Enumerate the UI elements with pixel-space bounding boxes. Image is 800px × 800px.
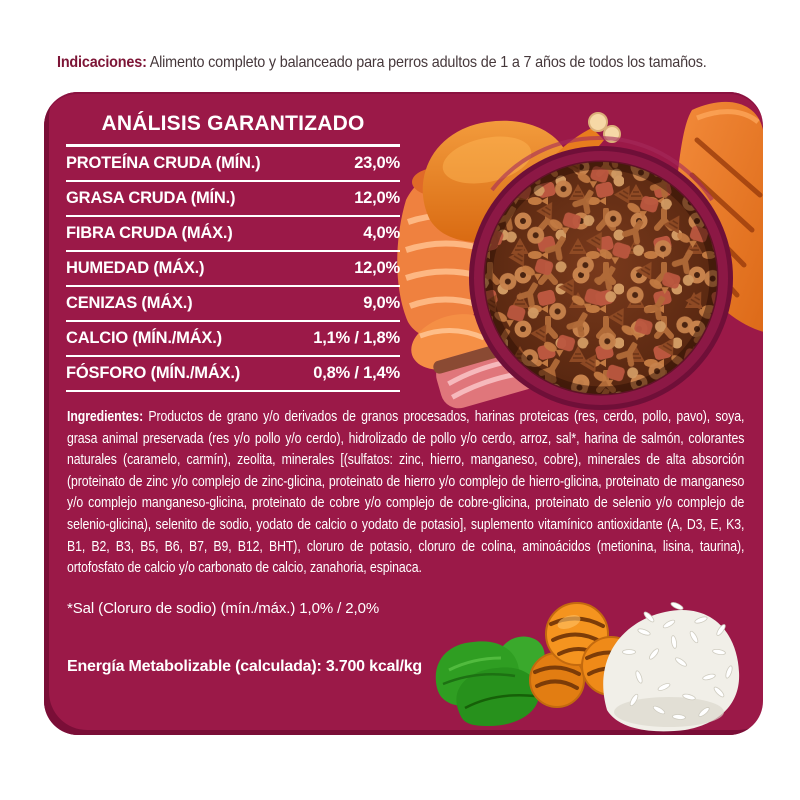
rice-illustration — [603, 601, 739, 731]
vegetables-photo — [429, 592, 759, 735]
ingredients-paragraph — [67, 406, 744, 579]
indications-text: Alimento completo y balanceado para perros adultos de 1 a 7 años de todos los tamaños. — [146, 54, 707, 71]
indications-label: Indicaciones: — [57, 54, 147, 71]
analysis-row-grasa — [66, 182, 400, 217]
guaranteed-analysis-table — [66, 112, 400, 392]
row-value: 0,8% / 1,4% — [313, 364, 400, 382]
energy-line: Energía Metabolizable (calculada): 3.700 kcal/kg — [67, 658, 422, 675]
kibble-bowl-photo — [392, 100, 763, 435]
row-label: CENIZAS (MÁX.) — [66, 294, 193, 312]
guaranteed-analysis-card — [44, 92, 763, 735]
analysis-row-fosforo — [66, 357, 400, 392]
row-value: 23,0% — [354, 154, 400, 172]
analysis-row-cenizas — [66, 287, 400, 322]
row-label: FÓSFORO (MÍN./MÁX.) — [66, 364, 241, 382]
row-value: 12,0% — [354, 259, 400, 277]
spinach-illustration — [436, 637, 545, 726]
row-value: 4,0% — [363, 224, 400, 242]
row-label: HUMEDAD (MÁX.) — [66, 259, 205, 277]
analysis-row-proteina — [66, 147, 400, 182]
ingredients-label: Ingredientes: — [67, 408, 144, 425]
salt-note: *Sal (Cloruro de sodio) (mín./máx.) 1,0% / 2,0% — [67, 600, 380, 617]
row-value: 9,0% — [363, 294, 400, 312]
analysis-row-fibra — [66, 217, 400, 252]
row-value: 1,1% / 1,8% — [313, 329, 400, 347]
analysis-title: ANÁLISIS GARANTIZADO — [66, 112, 400, 147]
ingredients-text: Productos de grano y/o derivados de granos procesados, harinas proteicas (res, cerdo, pollo, pavo), soya, grasa animal preservada (res y/o pollo y/o cerdo), hidrolizado de pollo y/o cerdo, arroz, sal*, harina de salmón, colorantes naturales (caramelo, carmín), zeolita, minerales [(sulfatos: zinc, hierro, manganeso, cobre), minerales de alta absorción (proteinato de zinc y/o complejo de zinc-glicina, proteinato de hierro y/o complejo de hierro-glicina, proteinato de manganeso y/o complejo manganeso-glicina, proteinato de cobre y/o complejo de cobre-glicina, proteinato de selenio y/o complejo de selenio-glicina), selenito de sodio, yodato de calcio o yodato de potasio], suplemento vitamínico antioxidante (A, D3, E, K3, B1, B2, B3, B5, B6, B7, B9, B12, BHT), cloruro de potasio, cloruro de colina, aminoácidos (metionina, lisina, taurina), ortofosfato de calcio y/o carbonato de calcio, zanahoria, espinaca. — [67, 408, 745, 577]
indications-line — [57, 54, 757, 72]
row-label: FIBRA CRUDA (MÁX.) — [66, 224, 233, 242]
row-label: PROTEÍNA CRUDA (MÍN.) — [66, 154, 261, 172]
analysis-row-humedad — [66, 252, 400, 287]
row-label: CALCIO (MÍN./MÁX.) — [66, 329, 222, 347]
analysis-row-calcio — [66, 322, 400, 357]
row-value: 12,0% — [354, 189, 400, 207]
row-label: GRASA CRUDA (MÍN.) — [66, 189, 236, 207]
